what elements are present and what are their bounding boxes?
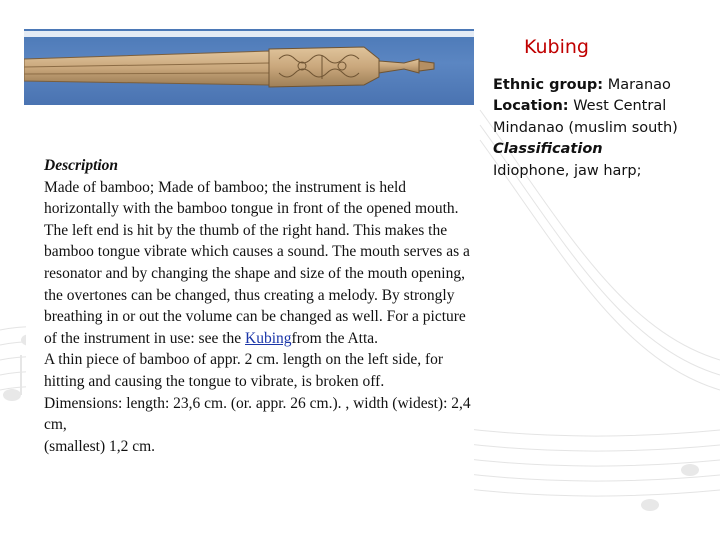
classification-value: Idiophone, jaw harp; xyxy=(493,162,642,179)
ethnic-group-row xyxy=(493,75,718,96)
location-row xyxy=(493,96,718,117)
description-body: Made of bamboo; Made of bamboo; the instrument is held horizontally with the bamboo tongue in front of the opened mouth. The left end is hit by the thumb of the right hand. This makes the bamboo tongue vibrate which causes a sound. The mouth serves as a resonator and by changing the shape and size of the mouth opening, the overtones can be changed, thus creating a melody. By strongly breathing in or out the volume can be changed as well. For a picture of the instrument in use: see the xyxy=(44,178,470,347)
classification-row xyxy=(493,139,718,160)
location-value-line2: Mindanao (muslim south) xyxy=(493,119,678,136)
classification-label: Classification xyxy=(493,141,603,158)
description-paragraph-2: A thin piece of bamboo of appr. 2 cm. length on the left side, for hitting and causing the tongue to vibrate, is broken off. xyxy=(44,351,444,390)
description-text xyxy=(44,155,474,457)
dimensions-line-1: Dimensions: length: 23,6 cm. (or. appr. 26 cm.). , width (widest): 2,4 cm, xyxy=(44,394,471,434)
ethnic-group-value: Maranao xyxy=(607,77,671,93)
description-paragraph-1 xyxy=(44,177,474,350)
page-title: Kubing xyxy=(524,36,589,58)
dimensions-line-2: (smallest) 1,2 cm. xyxy=(44,437,156,455)
bamboo-jaw-harp-illustration xyxy=(24,29,474,105)
ethnic-group-label: Ethnic group: xyxy=(493,77,604,93)
instrument-photo xyxy=(24,29,474,105)
location-label: Location: xyxy=(493,98,569,115)
description-heading: Description xyxy=(44,157,119,174)
info-block xyxy=(493,75,718,182)
kubing-link[interactable]: Kubing xyxy=(245,329,292,347)
location-value-line1: West Central xyxy=(573,98,667,115)
description-body-end: from the Atta. xyxy=(291,329,379,347)
